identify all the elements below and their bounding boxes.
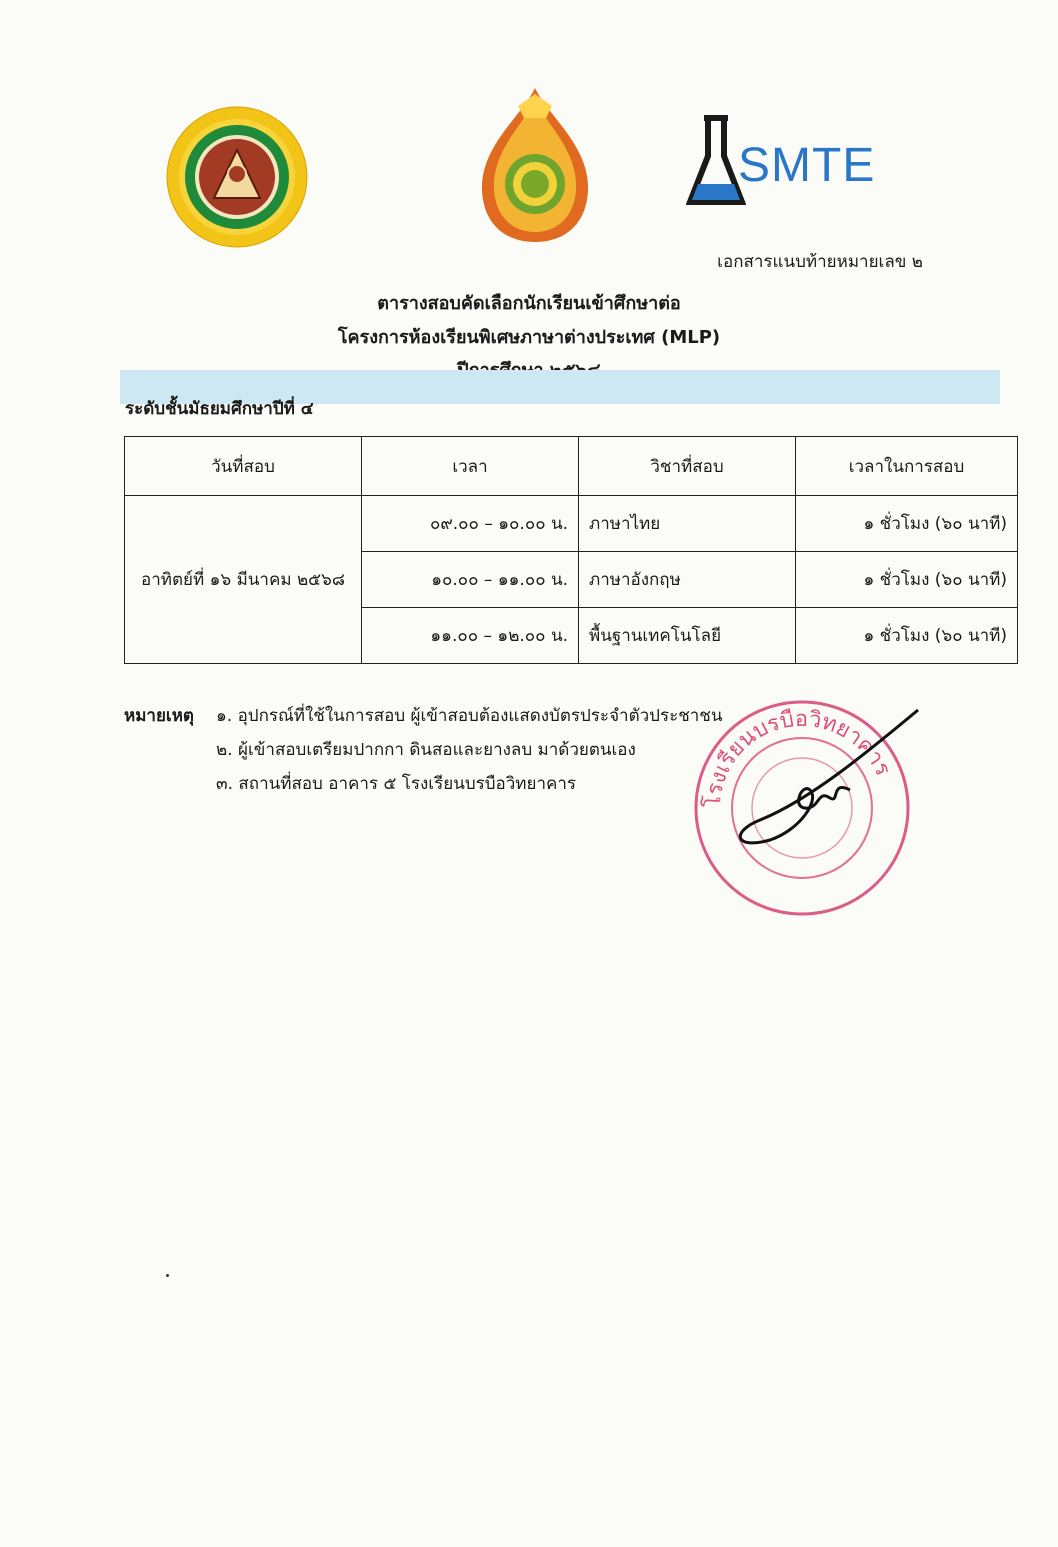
speck <box>166 1274 169 1277</box>
attachment-note: เอกสารแนบท้ายหมายเลข ๒ <box>717 252 923 272</box>
time-cell: ๑๐.๐๐ – ๑๑.๐๐ น. <box>362 552 579 608</box>
time-cell: ๑๑.๐๐ – ๑๒.๐๐ น. <box>362 608 579 664</box>
title-line-2: โครงการห้องเรียนพิเศษภาษาต่างประเทศ (MLP) <box>337 327 721 348</box>
header-date: วันที่สอบ <box>125 437 362 496</box>
header-subject: วิชาที่สอบ <box>579 437 796 496</box>
note-item-1: ๑. อุปกรณ์ที่ใช้ในการสอบ ผู้เข้าสอบต้องแสดงบัตรประจำตัวประชาชน <box>216 706 723 726</box>
note-item-2: ๒. ผู้เข้าสอบเตรียมปากกา ดินสอและยางลบ มาด้วยตนเอง <box>216 740 636 760</box>
level-label: ระดับชั้นมัธยมศึกษาปีที่ ๔ <box>125 399 314 419</box>
note-item-3: ๓. สถานที่สอบ อาคาร ๕ โรงเรียนบรบือวิทยาคาร <box>216 774 577 794</box>
subject-cell: พื้นฐานเทคโนโลยี <box>579 608 796 664</box>
exam-date-cell: อาทิตย์ที่ ๑๖ มีนาคม ๒๕๖๘ <box>125 496 362 664</box>
smte-logo <box>686 112 906 212</box>
school-emblem-logo <box>166 106 308 248</box>
table-row <box>125 496 1018 552</box>
duration-cell: ๑ ชั่วโมง (๖๐ นาที) <box>796 608 1018 664</box>
smte-wordmark: SMTE <box>738 139 876 192</box>
obec-emblem-logo <box>478 86 592 244</box>
header-time: เวลา <box>362 437 579 496</box>
exam-schedule-table <box>124 436 1018 664</box>
notes-header: หมายเหตุ <box>124 706 194 726</box>
subject-cell: ภาษาอังกฤษ <box>579 552 796 608</box>
flask-icon <box>686 112 746 212</box>
time-cell: ๐๙.๐๐ – ๑๐.๐๐ น. <box>362 496 579 552</box>
table-header-row <box>125 437 1018 496</box>
title-line-1: ตารางสอบคัดเลือกนักเรียนเข้าศึกษาต่อ <box>377 293 681 314</box>
subject-cell: ภาษาไทย <box>579 496 796 552</box>
duration-cell: ๑ ชั่วโมง (๖๐ นาที) <box>796 552 1018 608</box>
school-seal-stamp <box>690 690 930 920</box>
stamp-text: โรงเรียนบรบือวิทยาคาร <box>700 706 896 809</box>
header-duration: เวลาในการสอบ <box>796 437 1018 496</box>
duration-cell: ๑ ชั่วโมง (๖๐ นาที) <box>796 496 1018 552</box>
